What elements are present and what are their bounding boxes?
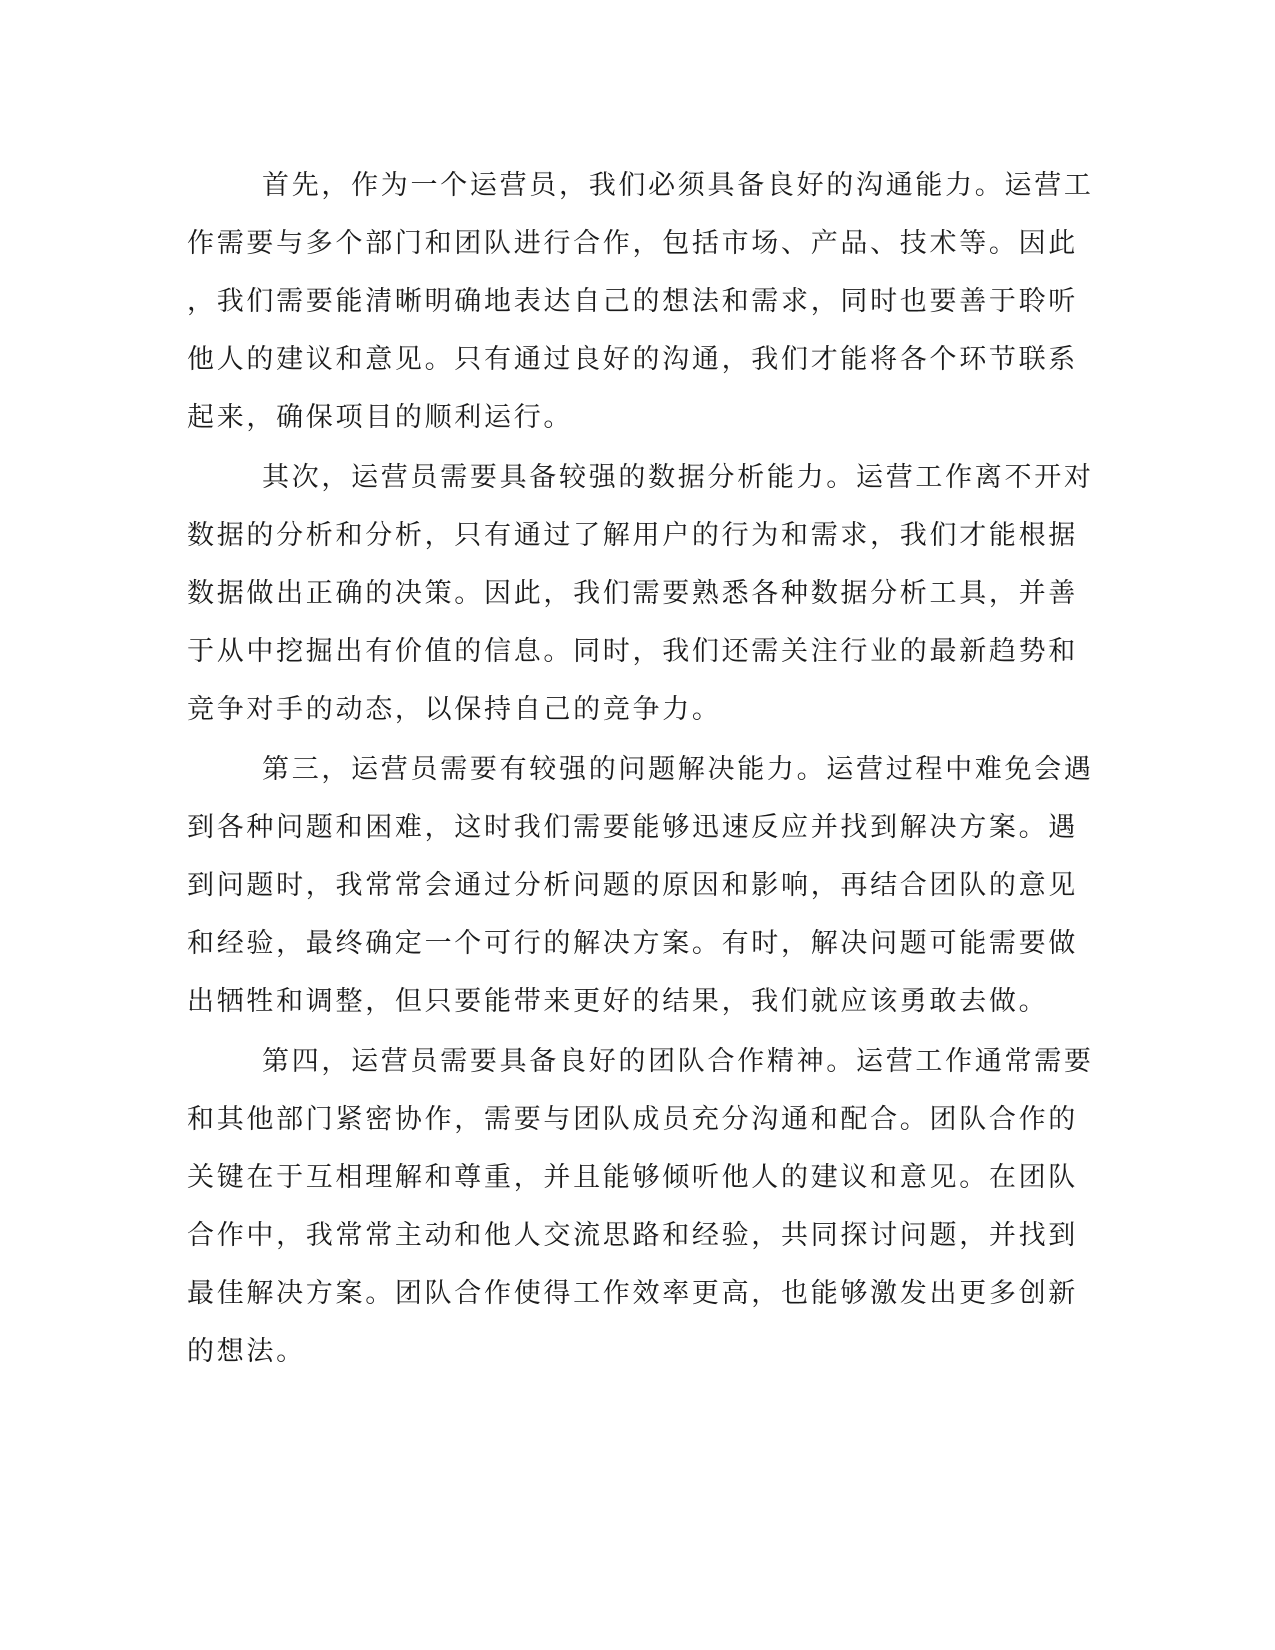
paragraph-2-line-4: 于从中挖掘出有价值的信息。同时，我们还需关注行业的最新趋势和 — [187, 636, 1078, 667]
paragraph-2-line-2: 数据的分析和分析，只有通过了解用户的行为和需求，我们才能根据 — [187, 520, 1078, 551]
paragraph-4-line-6: 的想法。 — [187, 1336, 306, 1367]
paragraph-4-line-1: 第四，运营员需要具备良好的团队合作精神。运营工作通常需要 — [262, 1046, 1094, 1077]
paragraph-1-line-1: 首先，作为一个运营员，我们必须具备良好的沟通能力。运营工 — [262, 170, 1094, 201]
paragraph-3-line-1: 第三，运营员需要有较强的问题解决能力。运营过程中难免会遇 — [262, 754, 1094, 785]
paragraph-2-line-3: 数据做出正确的决策。因此，我们需要熟悉各种数据分析工具，并善 — [187, 578, 1078, 609]
paragraph-2-line-5: 竞争对手的动态，以保持自己的竞争力。 — [187, 694, 722, 725]
paragraph-2-line-1: 其次，运营员需要具备较强的数据分析能力。运营工作离不开对 — [262, 462, 1094, 493]
paragraph-1-line-2: 作需要与多个部门和团队进行合作，包括市场、产品、技术等。因此 — [187, 228, 1078, 259]
paragraph-3-line-4: 和经验，最终确定一个可行的解决方案。有时，解决问题可能需要做 — [187, 928, 1078, 959]
paragraph-4-line-5: 最佳解决方案。团队合作使得工作效率更高，也能够激发出更多创新 — [187, 1278, 1078, 1309]
paragraph-1-line-4: 他人的建议和意见。只有通过良好的沟通，我们才能将各个环节联系 — [187, 344, 1078, 375]
paragraph-1-line-3: ，我们需要能清晰明确地表达自己的想法和需求，同时也要善于聆听 — [187, 286, 1078, 317]
paragraph-4-line-3: 关键在于互相理解和尊重，并且能够倾听他人的建议和意见。在团队 — [187, 1162, 1078, 1193]
paragraph-1-line-5: 起来，确保项目的顺利运行。 — [187, 402, 574, 433]
paragraph-3-line-3: 到问题时，我常常会通过分析问题的原因和影响，再结合团队的意见 — [187, 870, 1078, 901]
paragraph-4-line-2: 和其他部门紧密协作，需要与团队成员充分沟通和配合。团队合作的 — [187, 1104, 1078, 1135]
paragraph-3-line-5: 出牺牲和调整，但只要能带来更好的结果，我们就应该勇敢去做。 — [187, 986, 1049, 1017]
paragraph-4-line-4: 合作中，我常常主动和他人交流思路和经验，共同探讨问题，并找到 — [187, 1220, 1078, 1251]
paragraph-3-line-2: 到各种问题和困难，这时我们需要能够迅速反应并找到解决方案。遇 — [187, 812, 1078, 843]
